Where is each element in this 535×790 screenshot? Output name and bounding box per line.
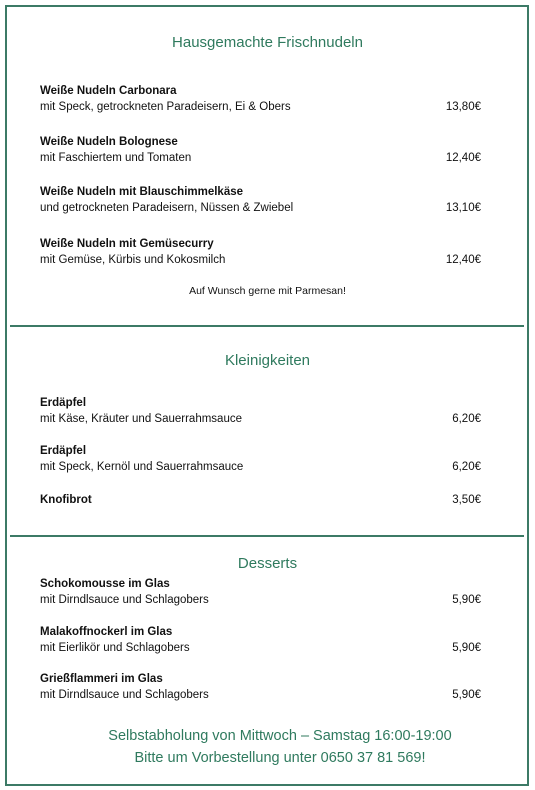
item-description: mit Speck, getrockneten Paradeisern, Ei & Obers — [40, 101, 291, 113]
item-price: 6,20€ — [452, 461, 481, 473]
menu-item — [40, 576, 481, 608]
menu-item — [40, 83, 481, 115]
menu-item — [40, 443, 481, 475]
pickup-hours: Selbstabholung von Mittwoch – Samstag 16:00-19:00 — [108, 728, 452, 744]
item-price: 13,10€ — [445, 202, 481, 214]
item-price: 5,90€ — [452, 689, 481, 701]
item-name: Weiße Nudeln mit Gemüsecurry — [40, 238, 214, 250]
item-name: Knofibrot — [40, 494, 92, 506]
menu-item — [40, 395, 481, 427]
item-price: 3,50€ — [452, 494, 481, 506]
item-description: mit Speck, Kernöl und Sauerrahmsauce — [40, 461, 244, 473]
section-title-desserts: Desserts — [237, 555, 298, 572]
item-name: Malakoffnockerl im Glas — [40, 626, 173, 638]
preorder-phone: Bitte um Vorbestellung unter 0650 37 81 569! — [134, 750, 426, 766]
item-description: mit Dirndlsauce und Schlagobers — [40, 594, 209, 606]
menu-item — [40, 671, 481, 703]
menu-item — [40, 236, 481, 268]
parmesan-note: Auf Wunsch gerne mit Parmesan! — [189, 285, 346, 297]
item-price: 12,40€ — [445, 254, 481, 266]
section-divider — [10, 535, 524, 537]
section-divider — [10, 325, 524, 327]
item-price: 5,90€ — [452, 642, 481, 654]
item-name: Schokomousse im Glas — [40, 578, 170, 590]
item-name: Weiße Nudeln Carbonara — [40, 85, 177, 97]
item-description: mit Käse, Kräuter und Sauerrahmsauce — [40, 413, 242, 425]
item-name: Weiße Nudeln mit Blauschimmelkäse — [40, 186, 244, 198]
item-name: Erdäpfel — [40, 445, 87, 457]
item-price: 12,40€ — [445, 152, 481, 164]
item-name: Weiße Nudeln Bolognese — [40, 136, 178, 148]
menu-item — [40, 184, 481, 216]
item-description: mit Dirndlsauce und Schlagobers — [40, 689, 209, 701]
item-description: mit Faschiertem und Tomaten — [40, 152, 192, 164]
item-name: Erdäpfel — [40, 397, 87, 409]
section-title-snacks: Kleinigkeiten — [224, 352, 311, 369]
item-price: 5,90€ — [452, 594, 481, 606]
menu-item — [40, 134, 481, 166]
item-price: 13,80€ — [445, 101, 481, 113]
item-description: mit Eierlikör und Schlagobers — [40, 642, 190, 654]
item-name: Grießflammeri im Glas — [40, 673, 163, 685]
section-title-pasta: Hausgemachte Frischnudeln — [172, 34, 363, 51]
menu-item — [40, 492, 481, 508]
menu-item — [40, 624, 481, 656]
item-price: 6,20€ — [452, 413, 481, 425]
item-description: und getrockneten Paradeisern, Nüssen & Zwiebel — [40, 202, 294, 214]
item-description: mit Gemüse, Kürbis und Kokosmilch — [40, 254, 226, 266]
